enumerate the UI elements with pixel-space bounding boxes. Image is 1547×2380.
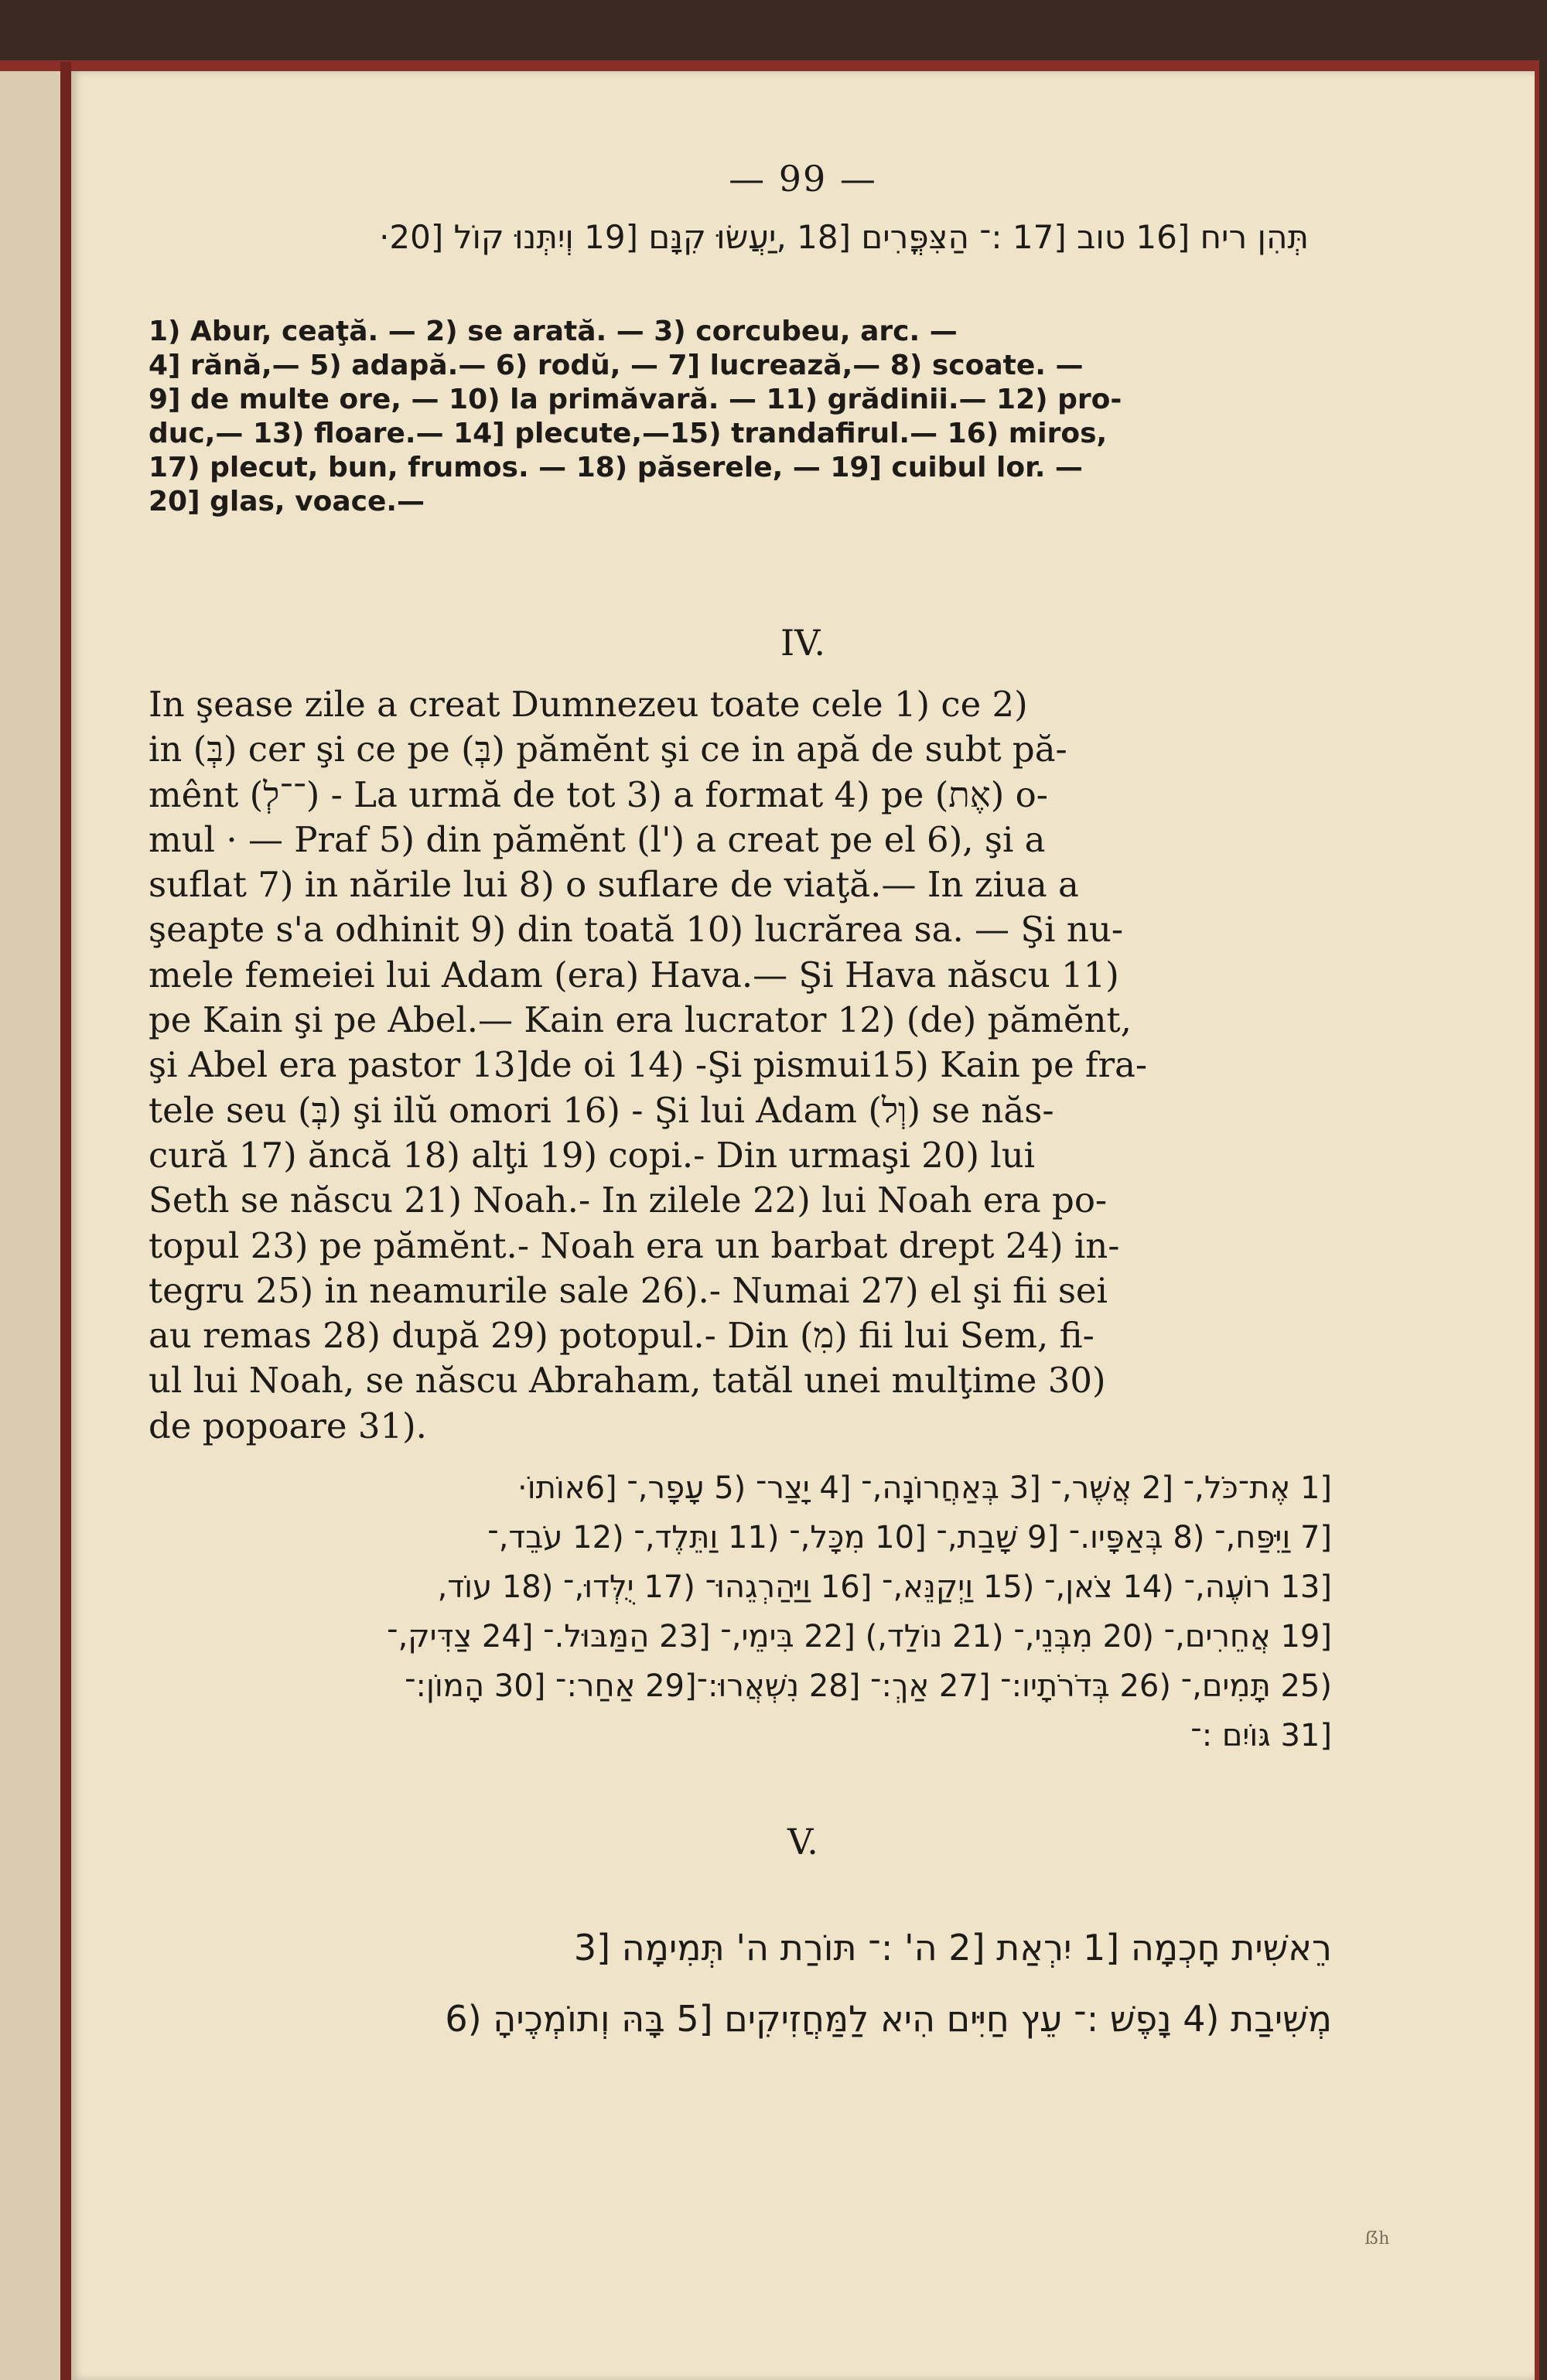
section-heading-v: V. xyxy=(787,1821,818,1863)
page-number: — 99 — xyxy=(729,158,877,200)
text-line: pe Kain şi pe Abel.— Kain era lucrator 12) (de) pămĕnt, xyxy=(149,999,1132,1041)
header-hebrew-line: תְּהִן ריח [16 טוב [17 :־ הַצִּפֳּרִים [18 ,יַעֲשׂוּ קִנָּם [19 וְיִתְּנוּ קוֹל [20· xyxy=(379,218,1309,256)
section-iv-hebrew-glossary xyxy=(141,1463,1332,1760)
vocab-line: 4] rănă,— 5) adapă.— 6) rodŭ, — 7] lucrează,— 8) scoate. — xyxy=(149,350,1084,381)
text-line: Seth se născu 21) Noah.- In zilele 22) lui Noah era po- xyxy=(149,1180,1108,1221)
text-line: mul · — Praf 5) din pămĕnt (l') a creat pe el 6), şi a xyxy=(149,818,1046,860)
text-line: in (בְּ) cer şi ce pe (בְּ) pămĕnt şi ce in apă de subt pă- xyxy=(149,729,1067,770)
hebrew-line: (25 תָּמִים,־ (26 בְּדֹרֹתָיו:־ [27 אַךְ:־ [28 נִשְׁאֲרוּ:־[29 אַחַר:־ [30 הָמוֹן:־ xyxy=(405,1668,1332,1704)
text-line: tele seu (בְּ) şi ilŭ omori 16) - Şi lui Adam (וְל) se năs- xyxy=(149,1089,1054,1131)
hebrew-line: [13 רוֹעֶה,־ (14 צֹאן,־ (15 וַיְקַנֵּא,־ [16 וַיַּהַרְגֵהוּ־ (17 יֻלְּדוּ,־ (18 עוֹד, xyxy=(437,1569,1332,1605)
hebrew-verse-line: מְשִׁיבַת (4 נָפֶשׁ :־ עֵץ חַיִּים הִיא לַמַּחֲזִיקִים [5 בָּהּ וְתוֹמְכֶיהָ (6 xyxy=(445,1998,1332,2040)
text-line: cură 17) ăncă 18) alţi 19) copi.- Din urmaşi 20) lui xyxy=(149,1134,1036,1176)
vocabulary-block xyxy=(149,315,1309,519)
section-heading-iv: IV. xyxy=(780,622,825,664)
text-line: ul lui Noah, se născu Abraham, tatăl unei mulţime 30) xyxy=(149,1360,1106,1402)
text-line: au remas 28) după 29) potopul.- Din (מִ) fii lui Sem, fi- xyxy=(149,1315,1095,1357)
hebrew-line: [7 וַיִּפַּח,־ (8 בְּאַפָּיו.־ [9 שָׁבַת,־ [10 מִכָּל,־ (11 וַתֵּלֶד,־ (12 עֹבֵד,־ xyxy=(487,1520,1332,1555)
text-line: şi Abel era pastor 13]de oi 14) -Şi pismui15) Kain pe fra- xyxy=(149,1044,1148,1086)
pencil-marginalia: ẞh xyxy=(1364,2229,1390,2249)
hebrew-verse-line: רֵאשִׁית חָכְמָה [1 יִרְאַת [2 ה' :־ תּוֹרַת ה' תְּמִימָה [3 xyxy=(573,1927,1332,1969)
text-line: de popoare 31). xyxy=(149,1405,427,1446)
text-line: suflat 7) in nările lui 8) o suflare de viaţă.— In ziua a xyxy=(149,864,1079,906)
hebrew-line: [19 אֲחֵרִים,־ (20 מִבְּנֵי,־ (21 נוֹלַד,) [22 בִּימֵי,־ [23 הַמַּבּוּל.־ [24 צַדִּיק,־ xyxy=(387,1619,1332,1654)
text-line: mele femeiei lui Adam (era) Hava.— Şi Hava născu 11) xyxy=(149,954,1119,995)
hebrew-line: [1 אֶת־כֹּל,־ [2 אֲשֶׁר,־ [3 בְּאַחֲרוֹנָה,־ [4 יָצַר־ (5 עָפָר,־ [6אוֹתוֹ· xyxy=(517,1470,1332,1506)
text-line: şeapte s'a odhinit 9) din toată 10) lucrărea sa. — Şi nu- xyxy=(149,909,1124,951)
text-line: In şease zile a creat Dumnezeu toate cele 1) ce 2) xyxy=(149,684,1028,725)
book-page xyxy=(71,71,1535,2380)
text-line: tegru 25) in neamurile sale 26).- Numai 27) el şi fii sei xyxy=(149,1269,1108,1311)
text-line: mênt (־־לְ) - La urmă de tot 3) a format 4) pe (אֶת) o- xyxy=(149,773,1048,815)
book-spine xyxy=(60,62,71,2380)
vocab-line: 20] glas, voace.— xyxy=(149,486,425,517)
vocab-line: 1) Abur, ceaţă. — 2) se arată. — 3) corcubeu, arc. — xyxy=(149,316,958,347)
section-v-hebrew-text xyxy=(141,1912,1332,2054)
hebrew-line: [31 גּוֹיִם :־ xyxy=(1190,1718,1332,1753)
vocab-line: duc,— 13) floare.— 14] plecute,—15) trandafirul.— 16) miros, xyxy=(149,418,1108,449)
vocab-line: 17) plecut, bun, frumos. — 18) păserele, — 19] cuibul lor. — xyxy=(149,452,1083,483)
text-line: topul 23) pe pămĕnt.- Noah era un barbat drept 24) in- xyxy=(149,1224,1120,1266)
vocab-line: 9] de multe ore, — 10) la primăvară. — 11) grădinii.— 12) pro- xyxy=(149,384,1122,415)
section-iv-text xyxy=(149,682,1309,1449)
